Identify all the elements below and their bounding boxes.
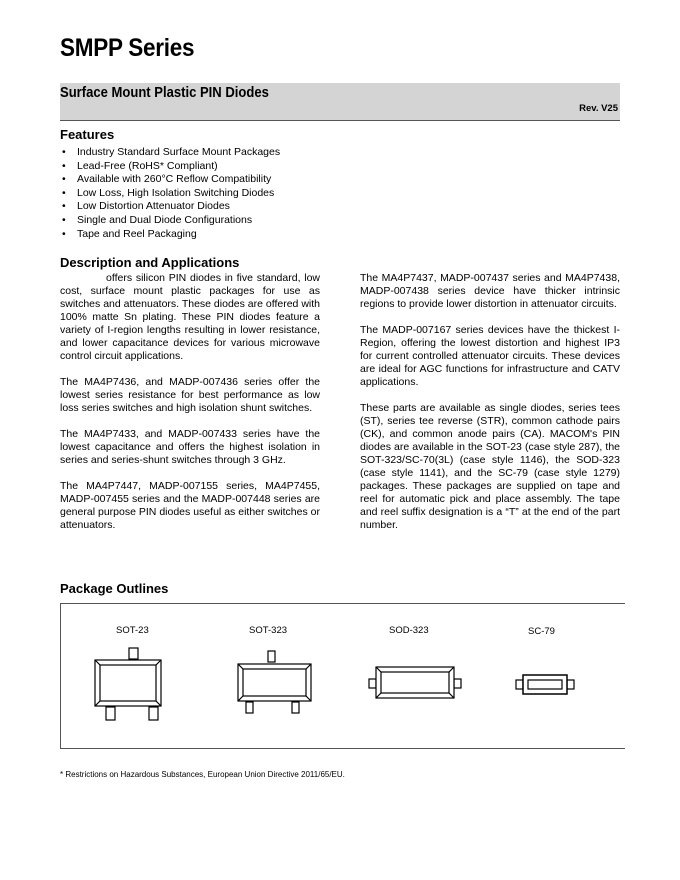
- package-label-sot23: SOT-23: [116, 625, 149, 636]
- sc79-outline: [516, 675, 574, 694]
- feature-item: • Industry Standard Surface Mount Packages: [60, 146, 280, 160]
- feature-item: • Available with 260°C Reflow Compatibility: [60, 173, 280, 187]
- feature-item: • Lead-Free (RoHS* Compliant): [60, 160, 280, 174]
- revision-label: Rev. V25: [579, 103, 618, 114]
- features-heading: Features: [60, 127, 115, 142]
- feature-item: • Low Distortion Attenuator Diodes: [60, 200, 280, 214]
- package-label-sot323: SOT-323: [249, 625, 288, 636]
- description-paragraph: The MA4P7436, and MADP-007436 series offer the lowest series resistance for best performance as low loss series switches and high isolation shunt switches.: [60, 376, 320, 414]
- footnote: * Restrictions on Hazardous Substances, European Union Directive 2011/65/EU.: [60, 770, 345, 779]
- description-paragraph: These parts are available as single diodes, series tees (ST), series tee reverse (STR), common cathode pairs (CK), and common anode pairs (CA). MACOM's PIN diodes are available in the SOT-23 (case style 287), the SOT-323/SC-70(3L) (case style 1146), the SOD-323 (case style 1141), and the SC-79 (case style 1279) packages. These packages are supplied on tape and reel for automatic pick and place assembly. The tape and reel suffix designation is a “T” at the end of the part number.: [360, 402, 620, 531]
- feature-item: • Low Loss, High Isolation Switching Diodes: [60, 187, 280, 201]
- feature-item: • Tape and Reel Packaging: [60, 228, 280, 242]
- description-paragraph: The MA4P7447, MADP-007155 series, MA4P7455, MADP-007455 series and the MADP-007448 series are general purpose PIN diodes useful as either switches or attenuators.: [60, 480, 320, 531]
- description-paragraph: offers silicon PIN diodes in five standard, low cost, surface mount plastic packages for use as switches and attenuators. These diodes are offered with 100% matte Sn plating. These PIN diodes feature a variety of I-region lengths resulting in lower resistance, and lower capacitance devices for various microwave control circuit applications.: [60, 272, 320, 362]
- page-title: SMPP Series: [60, 34, 195, 62]
- sot323-outline: [238, 651, 311, 713]
- sod323-outline: [369, 667, 461, 698]
- description-right-column: [360, 272, 620, 545]
- description-paragraph: The MADP-007167 series devices have the thickest I-Region, offering the lowest distortion and highest IP3 for current controlled attenuator circuits. These devices are ideal for AGC functions for infrastructure and CATV applications.: [360, 324, 620, 388]
- package-label-sc79: SC-79: [528, 626, 555, 637]
- header-banner: [60, 83, 620, 121]
- description-left-column: [60, 272, 320, 545]
- description-heading: Description and Applications: [60, 255, 240, 270]
- description-paragraph: The MA4P7433, and MADP-007433 series have the lowest capacitance and offers the highest isolation in series and series-shunt switches through 3 GHz.: [60, 428, 320, 466]
- feature-item: • Single and Dual Diode Configurations: [60, 214, 280, 228]
- package-outline-drawings: [61, 604, 625, 750]
- package-label-sod323: SOD-323: [389, 625, 429, 636]
- sot23-outline: [95, 648, 161, 720]
- features-list: [60, 146, 280, 241]
- description-paragraph: The MA4P7437, MADP-007437 series and MA4P7438, MADP-007438 series device have thicker intrinsic regions to provide lower distortion in attenuator circuits.: [360, 272, 620, 310]
- document-subtitle: Surface Mount Plastic PIN Diodes: [60, 85, 269, 101]
- package-outlines-heading: Package Outlines: [60, 581, 169, 596]
- package-outlines-box: [60, 603, 625, 749]
